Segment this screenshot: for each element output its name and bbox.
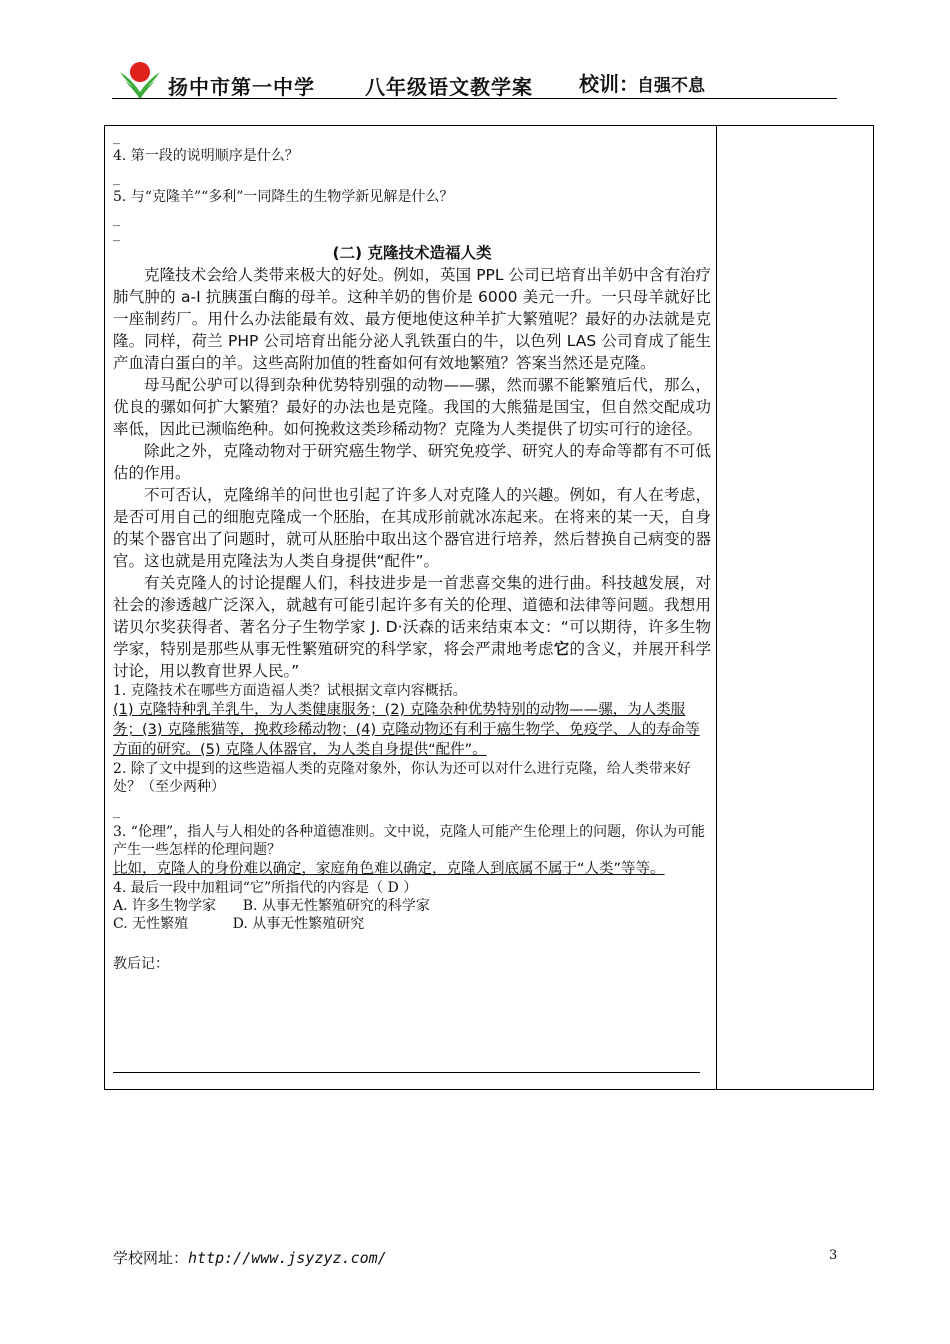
blank-line: _ bbox=[113, 170, 120, 186]
notes-rule bbox=[113, 1072, 700, 1073]
bold-pronoun: 它 bbox=[553, 640, 570, 658]
website-url[interactable]: http://www.jsyzyz.com/ bbox=[188, 1249, 387, 1267]
notes-label: 教后记： bbox=[113, 956, 169, 972]
notes-column-divider bbox=[716, 125, 717, 1090]
footer bbox=[113, 1247, 387, 1268]
options-a-b: A. 许多生物学家 B. 从事无性繁殖研究的科学家 bbox=[113, 898, 430, 914]
options-c-d: C. 无性繁殖 D. 从事无性繁殖研究 bbox=[113, 916, 365, 932]
paragraph: 母马配公驴可以得到杂种优势特别强的动物——骡，然而骡不能繁殖后代，那么，优良的骡如何扩大繁殖？最好的办法也是克隆。我国的大熊猫是国宝，但自然交配成功率低，因此已濒临绝种。如何挽救这类珍稀动物？克隆为人类提供了切实可行的途径。 bbox=[113, 376, 711, 438]
answer-1: (1) 克隆特种乳羊乳牛，为人类健康服务；(2) 克隆杂种优势特别的动物——骡，为人类服务；(3) 克隆熊猫等，挽救珍稀动物；(4) 克隆动物还有利于癌生物学、免疫学、人的寿命等方面的研究。(5) 克隆人体器官，为人类自身提供“配件”。 bbox=[113, 702, 700, 758]
school-motto: 自强不息 bbox=[637, 76, 705, 96]
question-5: 5. 与“克隆羊”“多利”一同降生的生物学新见解是什么？ bbox=[113, 189, 454, 205]
blank-line: _ bbox=[113, 211, 120, 227]
exercise-1: 1. 克隆技术在哪些方面造福人类？试根据文章内容概括。 bbox=[113, 683, 467, 699]
paragraph: 不可否认，克隆绵羊的问世也引起了许多人对克隆人的兴趣。例如，有人在考虑，是否可用自己的细胞克隆成一个胚胎，在其成形前就冰冻起来。在将来的某一天，自身的某个器官出了问题时，就可从胚胎中取出这个器官进行培养，然后替换自己病变的器官。这也就是用克隆法为人类自身提供“配件”。 bbox=[113, 486, 711, 570]
paragraph: 克隆技术会给人类带来极大的好处。例如，英国 PPL 公司已培育出羊奶中含有治疗肺气肿的 a-I 抗胰蛋白酶的母羊。这种羊奶的售价是 6000 美元一升。一只母羊就好比一座制药厂。用什么办法能最有效、最方便地使这种羊扩大繁殖呢？最好的办法就是克隆。同样，荷兰 PHP 公司培育出能分泌人乳铁蛋白的牛，以色列 LAS 公司育成了能生产血清白蛋白的羊。这些高附加值的牲畜如何有效地繁殖？答案当然还是克隆。 bbox=[113, 266, 711, 372]
school-logo-icon bbox=[118, 58, 162, 102]
header-rule bbox=[112, 98, 837, 99]
notes-rule bbox=[113, 1089, 700, 1090]
paragraph-text: 的含义，并展开科学讨论，用以教育世界人民。” bbox=[113, 640, 711, 680]
school-name: 扬中市第一中学 bbox=[168, 75, 315, 99]
paragraph: 除此之外，克隆动物对于研究癌生物学、研究免疫学、研究人的寿命等都有不可低估的作用。 bbox=[113, 442, 711, 482]
paragraph-last bbox=[113, 572, 711, 682]
blank-line: _ bbox=[113, 803, 120, 819]
website-label: 学校网址： bbox=[113, 1249, 189, 1267]
question-4: 4. 第一段的说明顺序是什么？ bbox=[113, 148, 299, 164]
page-number: 3 bbox=[829, 1248, 838, 1263]
exercise-2: 2. 除了文中提到的这些造福人类的克隆对象外，你认为还可以对什么进行克隆，给人类带来好处？（至少两种） bbox=[113, 761, 691, 795]
answer-3: 比如，克隆人的身份难以确定，家庭角色难以确定，克隆人到底属不属于“人类”等等。 bbox=[113, 861, 665, 877]
section-title: (二) 克隆技术造福人类 bbox=[332, 244, 492, 262]
paragraph-text: 有关克隆人的讨论提醒人们，科技进步是一首悲喜交集的进行曲。科技越发展，对社会的渗透越广泛深入，就越有可能引起许多有关的伦理、道德和法律等问题。我想用诺贝尔奖获得者、著名分子生物学家 J. D·沃森的话来结束本文：“可以期待，许多生物学家，特别是那些从事无性繁殖研究的科学家，将会严肃地考虑 bbox=[113, 574, 711, 658]
motto-label: 校训： bbox=[579, 72, 639, 96]
exercise-4: 4. 最后一段中加粗词“它”所指代的内容是（ D ） bbox=[113, 880, 418, 896]
blank-line: _ bbox=[113, 129, 120, 145]
lesson-content bbox=[113, 130, 711, 973]
page-header bbox=[112, 58, 837, 100]
blank-line: _ bbox=[113, 226, 120, 242]
lesson-plan-title: 八年级语文教学案 bbox=[365, 75, 533, 99]
exercise-3: 3. “伦理”，指人与人相处的各种道德准则。文中说，克隆人可能产生伦理上的问题，你认为可能产生一些怎样的伦理问题？ bbox=[113, 824, 706, 858]
